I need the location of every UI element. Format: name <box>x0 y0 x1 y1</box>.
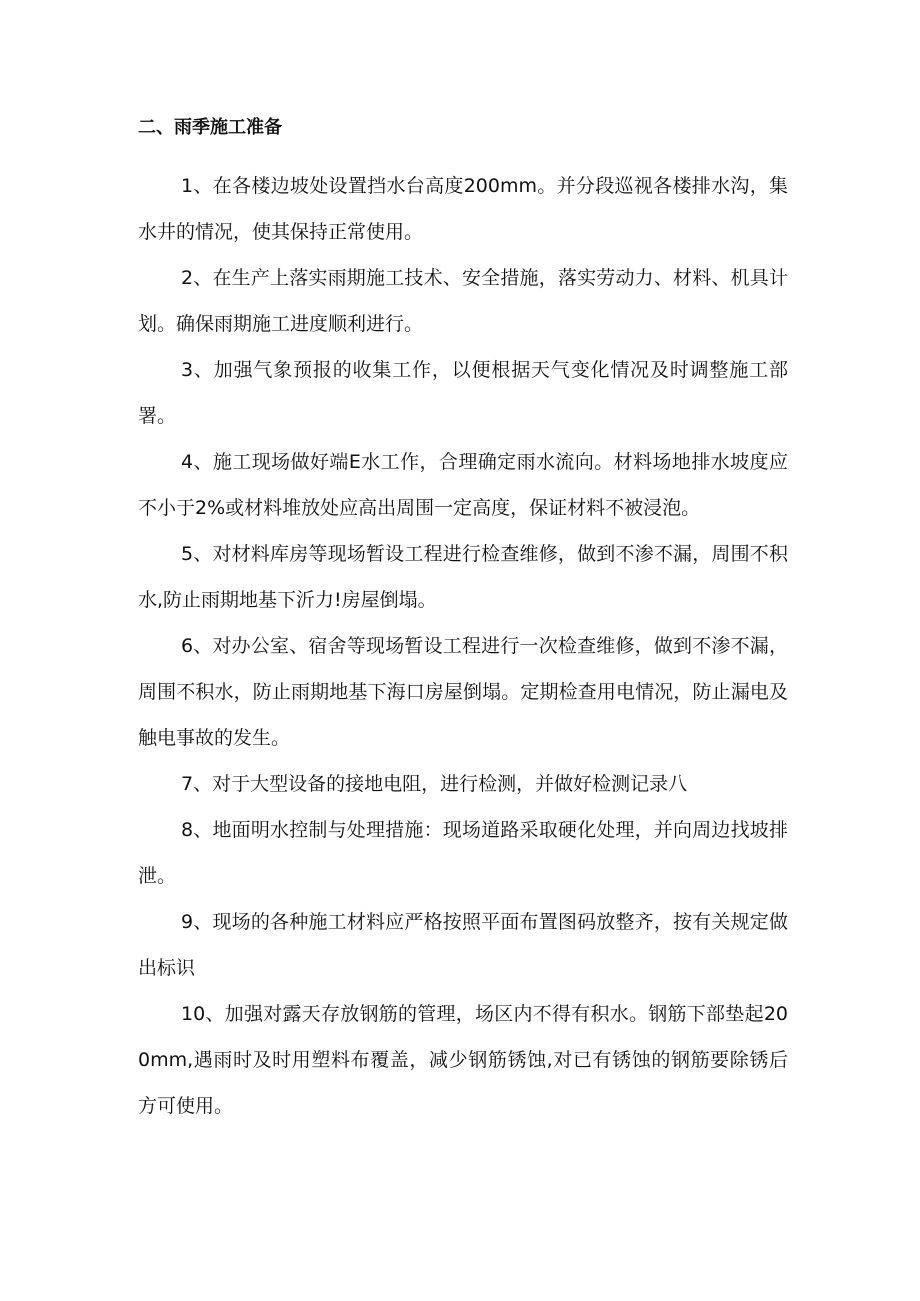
paragraph-item-6: 6、对办公室、宿舍等现场暂设工程进行一次检查维修，做到不渗不漏，周围不积水，防止雨期地基下海口房屋倒塌。定期检查用电情况，防止漏电及触电事故的发生。 <box>138 635 788 749</box>
title-spacing <box>138 143 788 163</box>
paragraph-item-5: 5、对材料库房等现场暂设工程进行检查维修，做到不渗不漏，周围不积水,防止雨期地基下沂力!房屋倒塌。 <box>138 543 788 611</box>
paragraph-item-10: 10、加强对露天存放钢筋的管理，场区内不得有积水。钢筋下部垫起200mm,遇雨时及时用塑料布覆盖，减少钢筋锈蚀,对已有锈蚀的钢筋要除锈后方可使用。 <box>138 1003 788 1117</box>
paragraph-item-3: 3、加强气象预报的收集工作，以便根据天气变化情况及时调整施工部署。 <box>138 359 788 427</box>
document-body <box>138 113 788 1129</box>
paragraph-item-2: 2、在生产上落实雨期施工技术、安全措施，落实劳动力、材料、机具计划。确保雨期施工进度顺利进行。 <box>138 267 788 335</box>
paragraph-item-9: 9、现场的各种施工材料应严格按照平面布置图码放整齐，按有关规定做出标识 <box>138 911 788 979</box>
paragraph-item-8: 8、地面明水控制与处理措施：现场道路采取硬化处理，并向周边找坡排泄。 <box>138 819 788 887</box>
section-title: 二、雨季施工准备 <box>138 117 282 138</box>
paragraph-item-7: 7、对于大型设备的接地电阻，进行检测，并做好检测记录八 <box>181 773 688 795</box>
paragraph-item-1: 1、在各楼边坡处设置挡水台高度200mm。并分段巡视各楼排水沟，集水井的情况，使其保持正常使用。 <box>138 175 788 243</box>
paragraph-item-4: 4、施工现场做好端E水工作，合理确定雨水流向。材料场地排水坡度应不小于2%或材料堆放处应高出周围一定高度，保证材料不被浸泡。 <box>138 451 788 519</box>
